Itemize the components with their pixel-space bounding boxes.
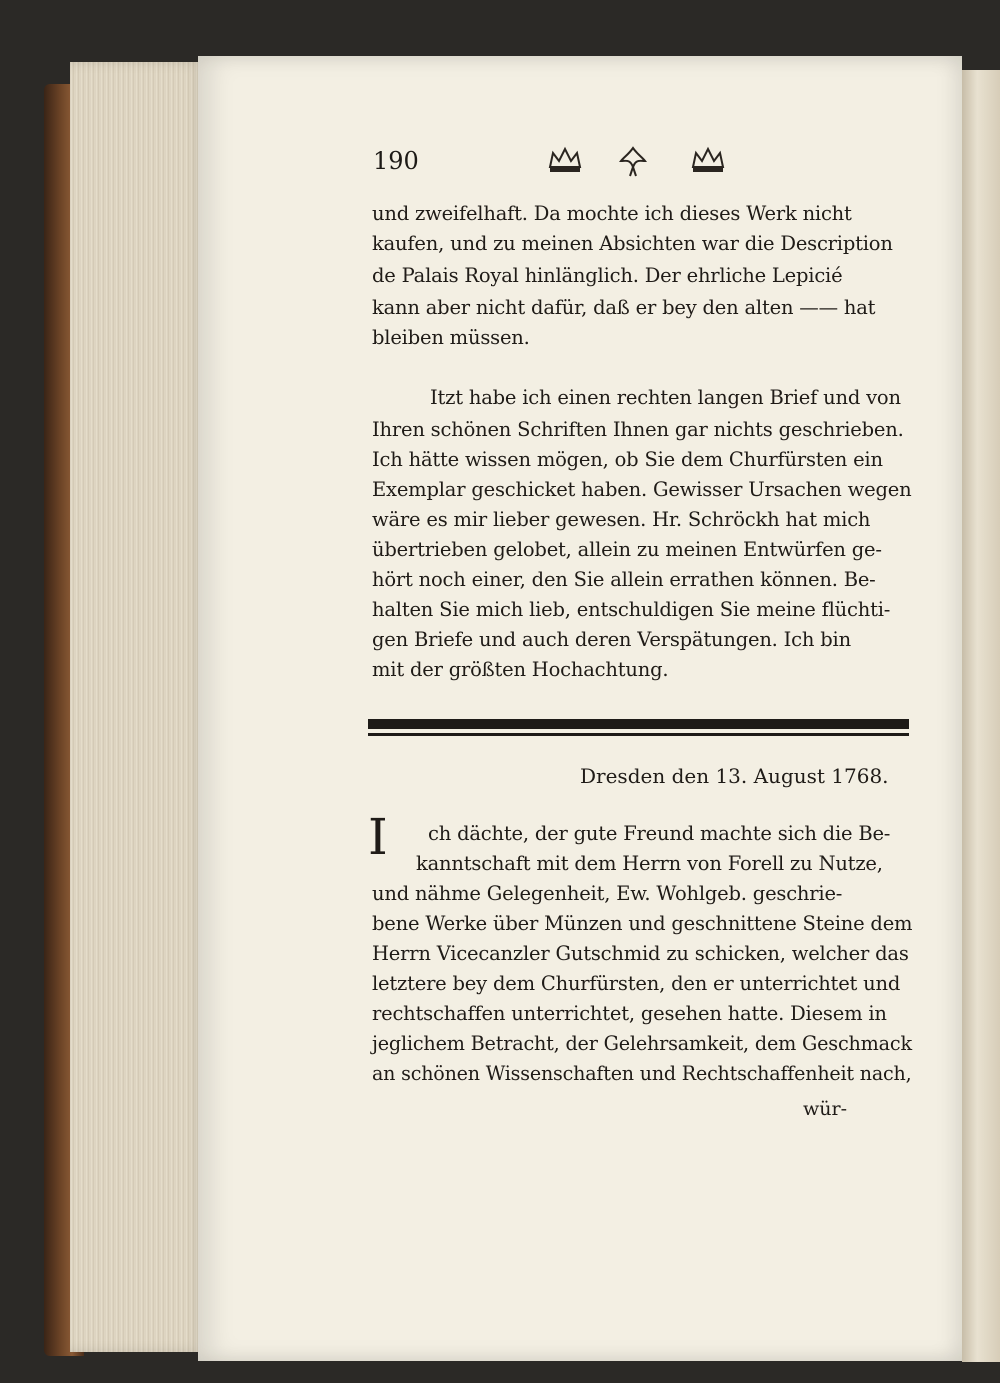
crown-ornament-right-icon	[691, 145, 725, 175]
letter-dateline: Dresden den 13. August 1768.	[580, 764, 889, 788]
text-line: und nähme Gelegenheit, Ew. Wohlgeb. geschrie-	[372, 882, 843, 905]
text-line: übertrieben gelobet, allein zu meinen Entwürfen ge-	[372, 538, 882, 561]
catchword: wür-	[803, 1098, 848, 1120]
crown-ornament-left-icon	[548, 145, 582, 175]
text-line: rechtschaffen unterrichtet, gesehen hatte. Diesem in	[372, 1002, 887, 1025]
text-line: Ihren schönen Schriften Ihnen gar nichts geschrieben.	[372, 418, 904, 441]
text-line: letztere bey dem Churfürsten, den er unterrichtet und	[372, 972, 901, 995]
text-line: Herrn Vicecanzler Gutschmid zu schicken, welcher das	[372, 942, 909, 965]
text-line: ch dächte, der gute Freund machte sich die Be-	[428, 822, 891, 845]
text-line: bleiben müssen.	[372, 326, 530, 349]
page-block-edge	[70, 62, 205, 1352]
text-line: kaufen, und zu meinen Absichten war die Description	[372, 232, 893, 255]
text-line: hört noch einer, den Sie allein errathen können. Be-	[372, 568, 876, 591]
page-number: 190	[373, 147, 419, 175]
text-line: kanntschaft mit dem Herrn von Forell zu Nutze,	[416, 852, 883, 875]
text-line: de Palais Royal hinlänglich. Der ehrliche Lepicié	[372, 264, 843, 287]
text-line: halten Sie mich lieb, entschuldigen Sie meine flüchti-	[372, 598, 891, 621]
text-line: Ich hätte wissen mögen, ob Sie dem Churfürsten ein	[372, 448, 883, 471]
text-line: an schönen Wissenschaften und Rechtschaffenheit nach,	[372, 1062, 912, 1085]
text-line: mit der größten Hochachtung.	[372, 658, 669, 681]
section-rule	[368, 719, 909, 729]
text-line: jeglichem Betracht, der Gelehrsamkeit, dem Geschmack	[372, 1032, 912, 1055]
text-line: kann aber nicht dafür, daß er bey den alten —— hat	[372, 296, 876, 319]
text-line: gen Briefe und auch deren Verspätungen. Ich bin	[372, 628, 851, 651]
text-line: wäre es mir lieber gewesen. Hr. Schröckh hat mich	[372, 508, 871, 531]
drop-cap: I	[368, 808, 388, 866]
facing-page-edge	[962, 70, 1000, 1362]
fleuron-ornament-icon	[618, 145, 648, 179]
text-line: und zweifelhaft. Da mochte ich dieses Werk nicht	[372, 202, 852, 225]
text-line: Itzt habe ich einen rechten langen Brief und von	[430, 386, 901, 409]
text-line: Exemplar geschicket haben. Gewisser Ursachen wegen	[372, 478, 912, 501]
page-header	[373, 145, 913, 185]
section-rule-thin	[368, 733, 909, 736]
text-line: bene Werke über Münzen und geschnittene Steine dem	[372, 912, 913, 935]
